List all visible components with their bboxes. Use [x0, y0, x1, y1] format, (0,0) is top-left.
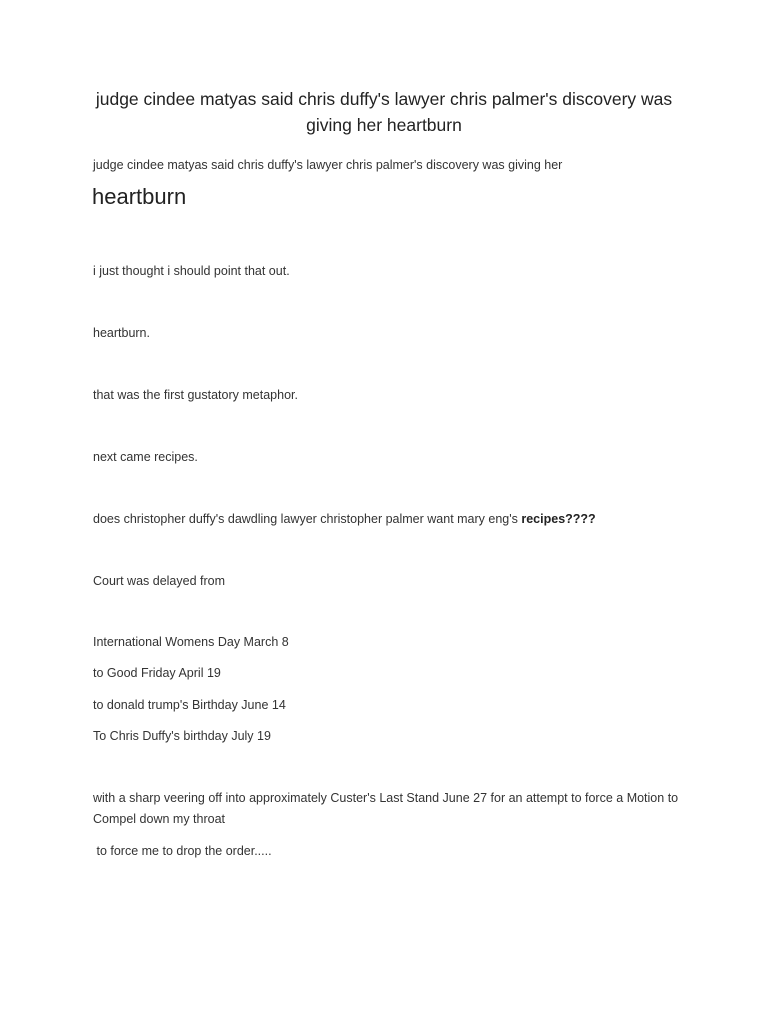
- recipes-line: next came recipes.: [93, 450, 198, 464]
- question-prefix: does christopher duffy's dawdling lawyer christopher palmer want mary eng's: [93, 512, 522, 526]
- first-metaphor-line: that was the first gustatory metaphor.: [93, 388, 298, 402]
- force-line: to force me to drop the order.....: [93, 844, 272, 858]
- veering-paragraph: with a sharp veering off into approximately Custer's Last Stand June 27 for an attempt to force a Motion to Compel down my throat: [93, 791, 679, 826]
- delayed-line: Court was delayed from: [93, 574, 226, 588]
- intro-line: judge cindee matyas said chris duffy's lawyer chris palmer's discovery was giving her: [93, 158, 563, 172]
- date-line-4: To Chris Duffy's birthday July 19: [93, 729, 271, 743]
- point-out-line: i just thought i should point that out.: [93, 264, 290, 278]
- date-line-1: International Womens Day March 8: [93, 635, 289, 649]
- date-line-3: to donald trump's Birthday June 14: [93, 698, 286, 712]
- intro-heading-heartburn: heartburn: [92, 184, 187, 209]
- document-title: judge cindee matyas said chris duffy's lawyer chris palmer's discovery was giving her heartburn: [95, 89, 673, 135]
- question-line: [93, 509, 596, 529]
- question-bold-recipes: recipes????: [521, 512, 596, 526]
- heartburn-line: heartburn.: [93, 326, 150, 340]
- date-line-2: to Good Friday April 19: [93, 666, 221, 680]
